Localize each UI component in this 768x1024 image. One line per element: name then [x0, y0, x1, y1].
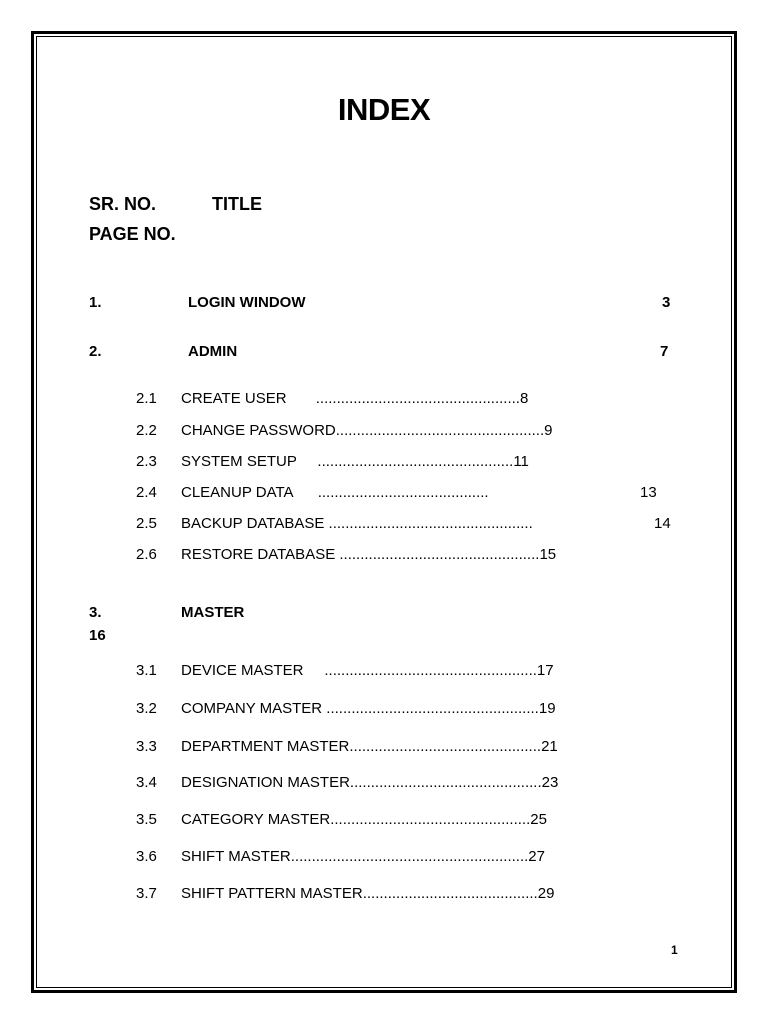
section-label: LOGIN WINDOW [188, 294, 306, 311]
subsection-label: DESIGNATION MASTER [181, 774, 350, 791]
subsection-line [181, 700, 556, 717]
subsection-page: 13 [640, 484, 657, 501]
subsection-page: 29 [537, 885, 555, 902]
subsection-label: SHIFT PATTERN MASTER [181, 885, 363, 902]
subsection-line [181, 848, 545, 865]
section-page: 16 [89, 627, 106, 644]
subsection-number: 3.6 [136, 848, 157, 865]
subsection-number: 3.3 [136, 738, 157, 755]
subsection-label: DEVICE MASTER [181, 662, 304, 679]
subsection-line [181, 453, 529, 470]
subsection-label: CLEANUP DATA [181, 484, 293, 501]
dot-leader: ......................................... [292, 484, 489, 501]
subsection-page: 27 [528, 848, 545, 865]
subsection-line [181, 422, 552, 439]
section-number: 1. [89, 294, 102, 311]
subsection-number: 2.1 [136, 390, 157, 407]
subsection-label: CHANGE PASSWORD [181, 422, 336, 439]
subsection-line [181, 738, 558, 755]
section-label: ADMIN [188, 343, 238, 360]
subsection-label: DEPARTMENT MASTER [181, 738, 350, 755]
subsection-line [181, 546, 556, 563]
subsection-label: SYSTEM SETUP [181, 453, 297, 470]
dot-leader: ............................................... [296, 453, 514, 470]
subsection-line [181, 811, 547, 828]
subsection-line [181, 885, 554, 902]
subsection-number: 3.1 [136, 662, 157, 679]
header-page-no: PAGE NO. [89, 224, 176, 244]
dot-leader: ................................................. [324, 515, 533, 532]
subsection-number: 2.5 [136, 515, 157, 532]
subsection-page: 17 [536, 662, 554, 679]
subsection-page: 23 [541, 774, 559, 791]
subsection-line [181, 390, 528, 407]
dot-leader: ................................................. [286, 390, 520, 407]
subsection-label: RESTORE DATABASE [181, 546, 336, 563]
subsection-number: 2.2 [136, 422, 157, 439]
dot-leader: ................................................ [335, 546, 540, 563]
dot-leader: .................................................. [335, 422, 545, 439]
subsection-number: 3.7 [136, 885, 157, 902]
dot-leader: .............................................. [349, 738, 542, 755]
subsection-line [181, 484, 489, 501]
subsection-number: 2.6 [136, 546, 157, 563]
subsection-label: CREATE USER [181, 390, 287, 407]
section-label: MASTER [181, 604, 245, 621]
section-page: 3 [662, 294, 671, 311]
subsection-number: 3.2 [136, 700, 157, 717]
subsection-page: 8 [519, 390, 529, 407]
subsection-line [181, 515, 533, 532]
subsection-number: 2.3 [136, 453, 157, 470]
subsection-page: 21 [541, 738, 558, 755]
subsection-label: COMPANY MASTER [181, 700, 323, 717]
page-title: INDEX [337, 92, 431, 127]
section-number: 3. [89, 604, 102, 621]
subsection-page: 9 [544, 422, 553, 439]
dot-leader: .............................................. [349, 774, 542, 791]
section-page: 7 [660, 343, 669, 360]
subsection-label: BACKUP DATABASE [181, 515, 325, 532]
subsection-label: CATEGORY MASTER [181, 811, 331, 828]
header-sr-no: SR. NO. [89, 194, 157, 214]
dot-leader: ................................................... [322, 700, 539, 717]
subsection-number: 3.4 [136, 774, 157, 791]
subsection-line [181, 662, 554, 679]
subsection-number: 2.4 [136, 484, 157, 501]
header-title: TITLE [212, 194, 262, 214]
subsection-page: 15 [539, 546, 557, 563]
subsection-page: 25 [530, 811, 547, 828]
dot-leader: ................................................ [330, 811, 531, 828]
dot-leader: ................................................... [303, 662, 537, 679]
section-number: 2. [89, 343, 102, 360]
dot-leader: .......................................... [362, 885, 538, 902]
subsection-number: 3.5 [136, 811, 157, 828]
subsection-line [181, 774, 558, 791]
page-number: 1 [671, 943, 678, 957]
subsection-page: 19 [538, 700, 556, 717]
subsection-label: SHIFT MASTER [181, 848, 291, 865]
dot-leader: ......................................................... [290, 848, 529, 865]
subsection-page: 11 [513, 453, 529, 470]
subsection-page: 14 [654, 515, 671, 532]
